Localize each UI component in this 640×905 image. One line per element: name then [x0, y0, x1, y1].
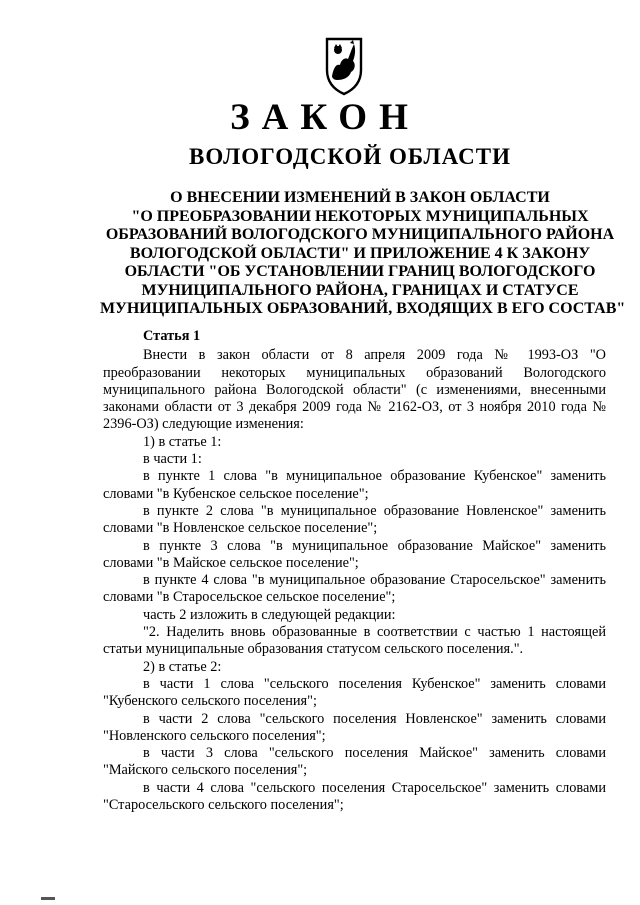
paragraph: часть 2 изложить в следующей редакции:: [143, 606, 396, 623]
paragraph: 1) в статье 1:: [143, 433, 222, 450]
paragraph: "2. Наделить вновь образованные в соответствии с частью 1 настоящей статьи муниципальные образования статусом сельского поселения.".: [103, 624, 606, 658]
region-title: ВОЛОГОДСКОЙ ОБЛАСТИ: [189, 144, 511, 169]
law-title: ЗАКОН: [230, 97, 420, 138]
subject-line: ОБЛАСТИ "ОБ УСТАНОВЛЕНИИ ГРАНИЦ ВОЛОГОДСКОГО: [124, 263, 596, 280]
article-body: [103, 328, 606, 814]
paragraph: в части 3 слова "сельского поселения Майское" заменить словами "Майского сельского поселения";: [103, 745, 606, 779]
coat-of-arms-icon: [323, 36, 365, 96]
subject-line: "О ПРЕОБРАЗОВАНИИ НЕКОТОРЫХ МУНИЦИПАЛЬНЫХ: [131, 207, 589, 225]
law-subject: [100, 189, 626, 319]
subject-line: ВОЛОГОДСКОЙ ОБЛАСТИ" И ПРИЛОЖЕНИЕ 4 К ЗАКОНУ: [129, 244, 591, 262]
paragraph: в части 1 слова "сельского поселения Кубенское" заменить словами "Кубенского сельского поселения";: [103, 675, 606, 710]
subject-line: МУНИЦИПАЛЬНЫХ ОБРАЗОВАНИЙ, ВХОДЯЩИХ В ЕГО СОСТАВ": [100, 300, 626, 317]
paragraph: в части 2 слова "сельского поселения Новленское" заменить словами "Новленского сельского поселения";: [103, 710, 606, 744]
subject-line: ОБРАЗОВАНИЙ ВОЛОГОДСКОГО МУНИЦИПАЛЬНОГО РАЙОНА: [105, 226, 615, 243]
paragraph: 2) в статье 2:: [143, 658, 222, 675]
subject-line: МУНИЦИПАЛЬНОГО РАЙОНА, ГРАНИЦАХ И СТАТУСЕ: [141, 281, 579, 299]
subject-line: О ВНЕСЕНИИ ИЗМЕНЕНИЙ В ЗАКОН ОБЛАСТИ: [170, 189, 550, 206]
paragraph: в пункте 2 слова "в муниципальное образование Новленское" заменить словами "в Новленское сельское поселение";: [103, 502, 606, 537]
scan-mark: [41, 896, 55, 901]
paragraph: в части 4 слова "сельского поселения Старосельское" заменить словами "Старосельского сельского поселения";: [103, 779, 606, 814]
article-heading: Статья 1: [143, 328, 201, 344]
paragraph: в части 1:: [143, 451, 202, 468]
paragraph: в пункте 3 слова "в муниципальное образование Майское" заменить словами "в Майское сельское поселение";: [103, 537, 606, 571]
paragraph: в пункте 4 слова "в муниципальное образование Старосельское" заменить словами "в Старосельское сельское поселение";: [103, 572, 606, 606]
paragraph: Внести в закон области от 8 апреля 2009 года № 1993-ОЗ "О преобразовании некоторых муниципальных образований Вологодского муниципального района Вологодской области" (с изменениями, внесенными законами области от 3 декабря 2009 года № 2162-ОЗ, от 3 ноября 2010 года № 2396-ОЗ) следующие изменения:: [103, 347, 606, 433]
paragraph: в пункте 1 слова "в муниципальное образование Кубенское" заменить словами "в Кубенское сельское поселение";: [103, 468, 606, 502]
